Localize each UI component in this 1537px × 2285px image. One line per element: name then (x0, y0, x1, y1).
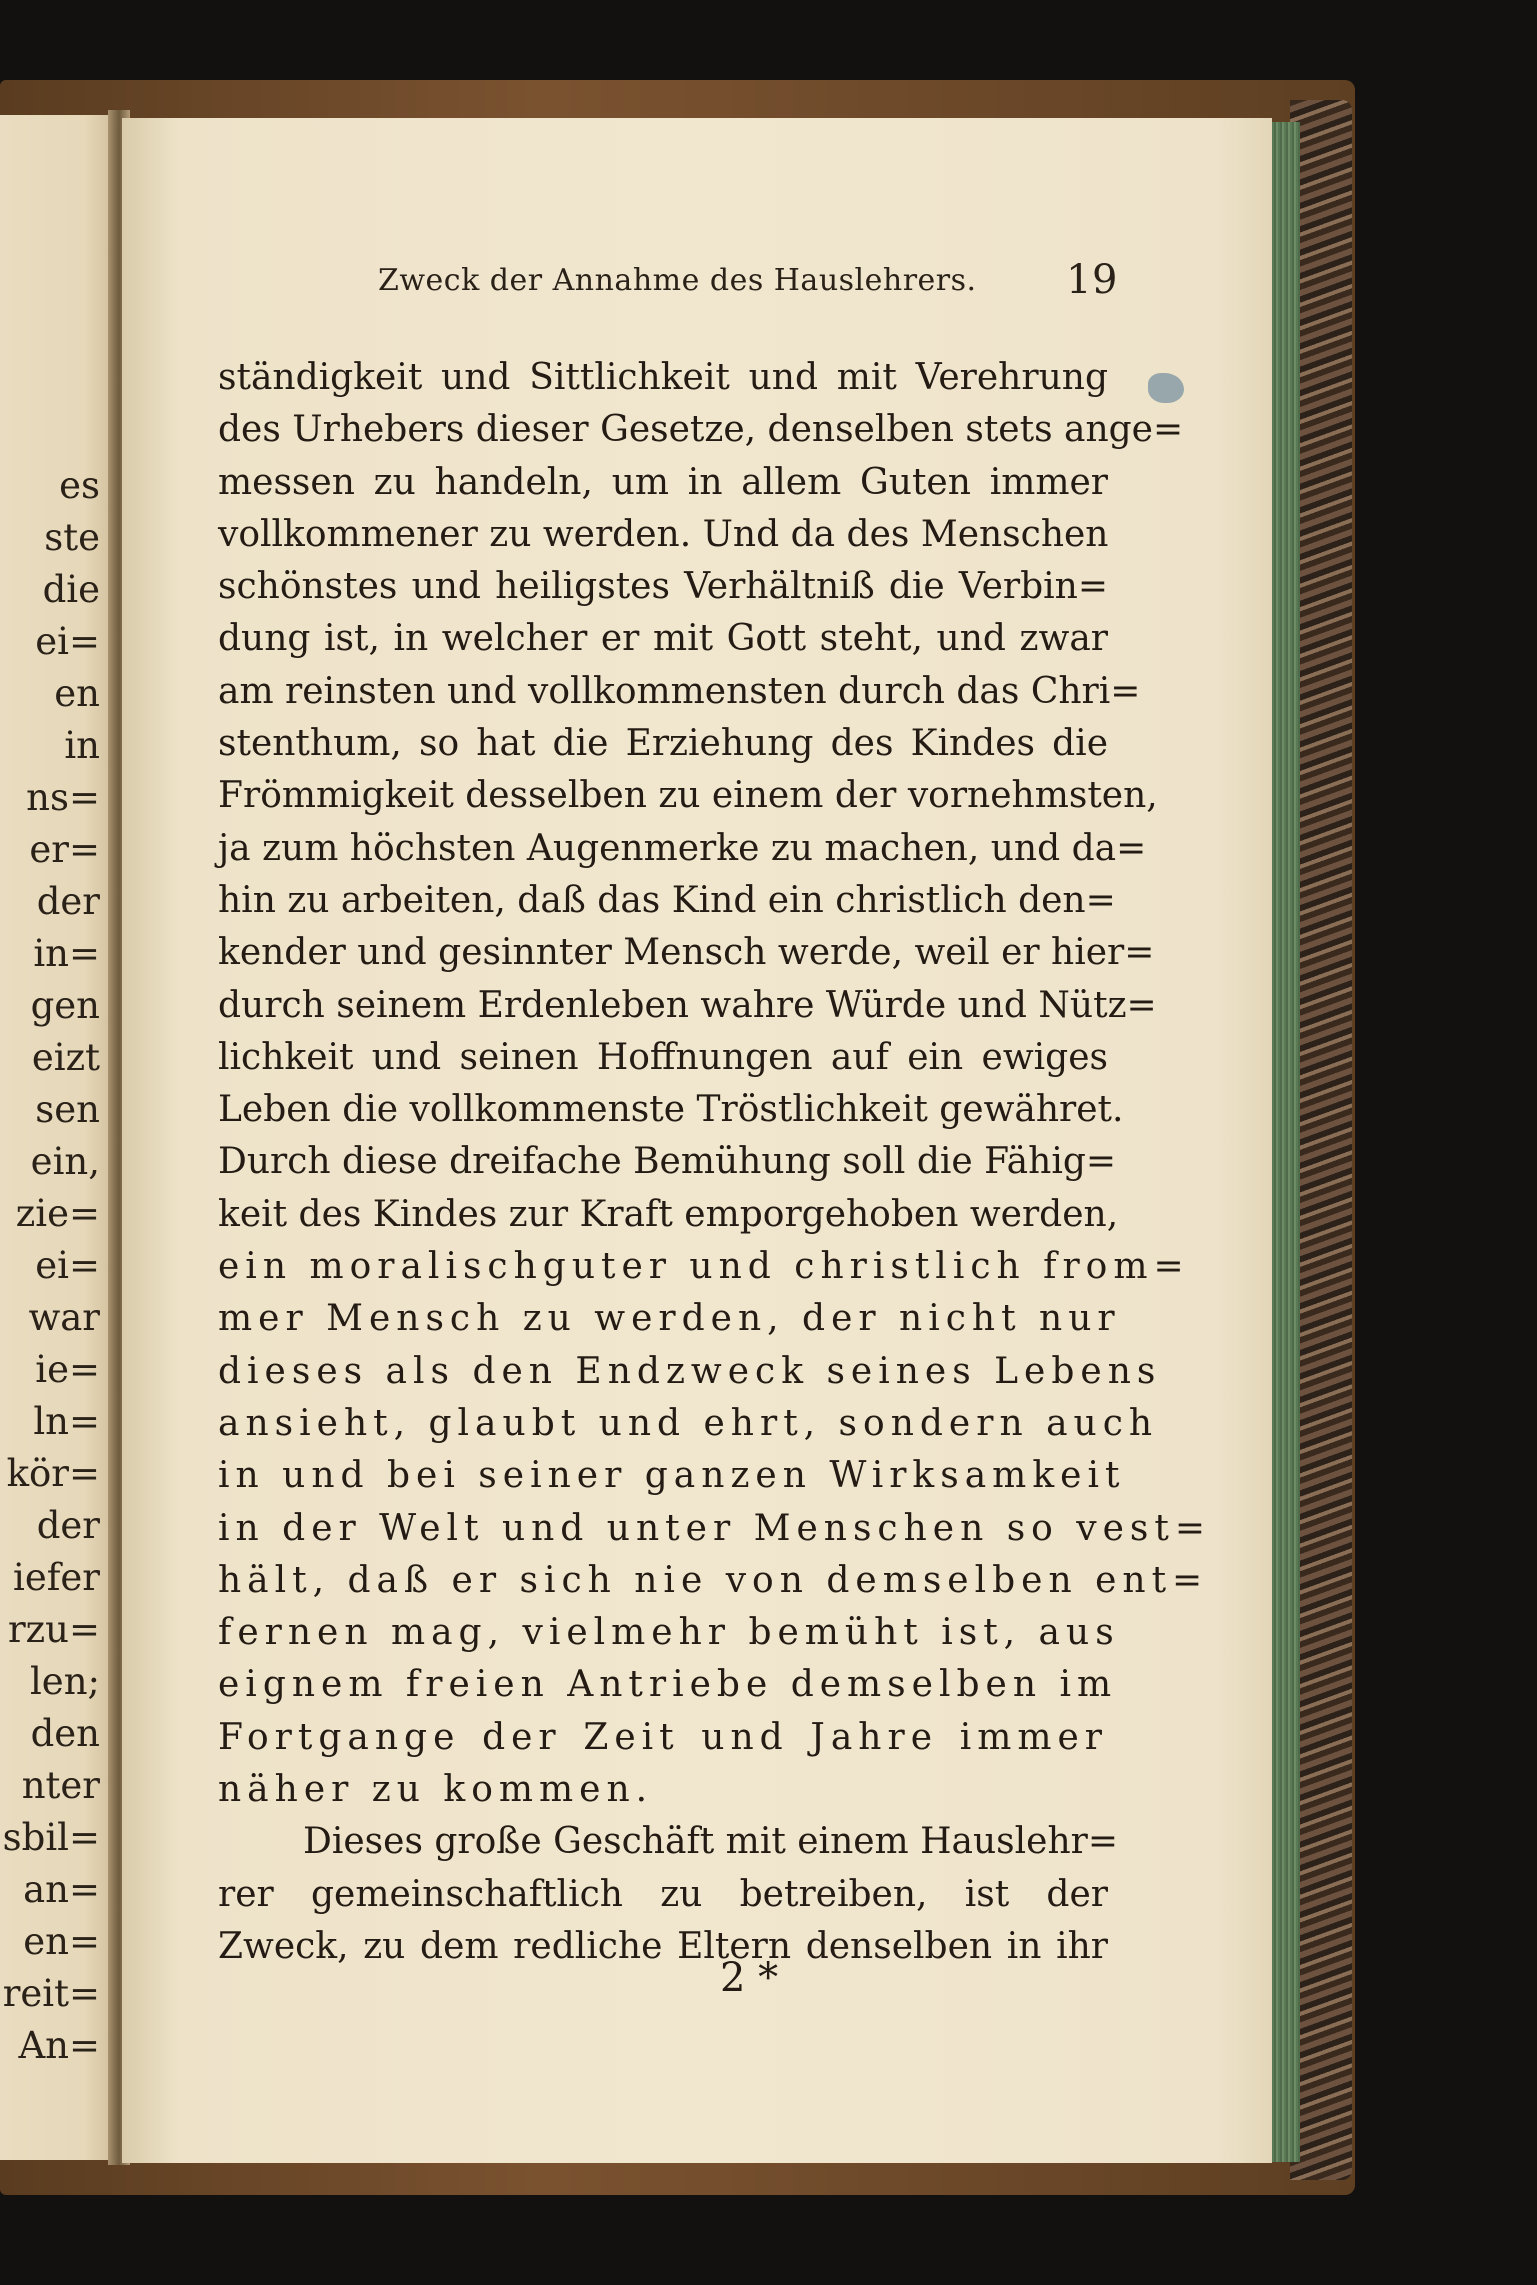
text-line: Zweck, zu dem redliche Eltern denselben in ihr (218, 1925, 1108, 1967)
text-line: rer gemeinschaftlich zu betreiben, ist der (218, 1873, 1108, 1915)
text-line: ständigkeit und Sittlichkeit und mit Verehrung (218, 357, 1108, 398)
left-page-fragment: gen (30, 984, 100, 1027)
text-line: in und bei seiner ganzen Wirksamkeit (218, 1455, 1126, 1497)
body-text (218, 352, 1212, 1973)
text-line: dieses als den Endzweck seines Lebens (218, 1350, 1162, 1392)
signature-mark: 2 * (720, 1955, 779, 2001)
left-page-fragment: len; (29, 1660, 100, 1703)
text-line: Fortgange der Zeit und Jahre immer (218, 1716, 1108, 1758)
left-page-fragment: an= (23, 1868, 100, 1911)
left-page-fragment: ie= (35, 1348, 100, 1391)
text-line: am reinsten und vollkommensten durch das Chri= (218, 670, 1141, 712)
text-line: kender und gesinnter Mensch werde, weil er hier= (218, 932, 1155, 974)
page-block-edge (1268, 122, 1300, 2162)
text-line: näher zu kommen. (218, 1769, 654, 1811)
left-page-fragment: der (36, 1504, 100, 1547)
text-line: ja zum höchsten Augenmerke zu machen, und da= (218, 827, 1147, 869)
left-page-fragment: die (42, 568, 100, 611)
left-page-fragment: reit= (2, 1972, 100, 2015)
left-page-fragment: der (36, 880, 100, 923)
text-line: keit des Kindes zur Kraft emporgehoben werden, (218, 1193, 1119, 1235)
text-line: stenthum, so hat die Erziehung des Kindes die (218, 723, 1108, 765)
text-line: ansieht, glaubt und ehrt, sondern auch (218, 1402, 1159, 1444)
left-page-fragment: eizt (31, 1036, 100, 1079)
text-line: Dieses große Geschäft mit einem Hauslehr= (303, 1821, 1119, 1863)
left-page-fragment: war (28, 1296, 100, 1339)
text-line: dung ist, in welcher er mit Gott steht, und zwar (218, 618, 1108, 660)
text-line: durch seinem Erdenleben wahre Würde und Nütz= (218, 984, 1157, 1026)
text-line: in der Welt und unter Menschen so vest= (218, 1507, 1212, 1549)
left-page-fragment: in= (33, 932, 100, 975)
left-page-fragment: sen (35, 1088, 100, 1131)
left-page-fragment: in (64, 724, 100, 767)
left-page-fragment: ei= (35, 620, 100, 663)
text-line: ein moralischguter und christlich from= (218, 1246, 1190, 1288)
text-line: hält, daß er sich nie von demselben ent= (218, 1559, 1209, 1601)
left-page-fragment: rzu= (7, 1608, 100, 1651)
left-page-fragment: ln= (33, 1400, 100, 1443)
text-line: fernen mag, vielmehr bemüht ist, aus (218, 1612, 1120, 1654)
text-line: eignem freien Antriebe demselben im (218, 1664, 1118, 1706)
text-line: Durch diese dreifache Bemühung soll die Fähig= (218, 1141, 1117, 1183)
left-page-fragment: iefer (12, 1556, 100, 1599)
left-page-fragment: nter (21, 1764, 100, 1807)
text-line: schönstes und heiligstes Verhältniß die Verbin= (218, 566, 1108, 608)
text-line: Frömmigkeit desselben zu einem der vornehmsten, (218, 775, 1158, 817)
left-page-fragment: sbil= (2, 1816, 100, 1859)
text-line: messen zu handeln, um in allem Guten immer (218, 461, 1108, 503)
text-line: des Urhebers dieser Gesetze, denselben stets ange= (218, 409, 1184, 451)
left-page-fragment: zie= (15, 1192, 100, 1235)
left-page-text-fragments (0, 460, 100, 2072)
left-page (0, 115, 120, 2160)
text-line: vollkommener zu werden. Und da des Menschen (218, 513, 1109, 555)
left-page-fragment: ei= (35, 1244, 100, 1287)
left-page-fragment: den (30, 1712, 100, 1755)
page-number: 19 (1066, 257, 1118, 303)
ink-stain (1148, 373, 1184, 403)
left-page-fragment: en (54, 672, 100, 715)
text-line: lichkeit und seinen Hoffnungen auf ein ewiges (218, 1036, 1108, 1078)
left-page-fragment: er= (29, 828, 100, 871)
left-page-fragment: ns= (26, 776, 100, 819)
left-page-fragment: ste (44, 516, 100, 559)
left-page-fragment: es (59, 464, 100, 507)
left-page-fragment: An= (18, 2024, 100, 2067)
text-line: hin zu arbeiten, daß das Kind ein christlich den= (218, 879, 1116, 921)
left-page-fragment: ein, (30, 1140, 100, 1183)
running-header (378, 257, 1118, 313)
left-page-fragment: kör= (6, 1452, 100, 1495)
text-line: mer Mensch zu werden, der nicht nur (218, 1298, 1121, 1340)
left-page-fragment: en= (23, 1920, 100, 1963)
text-line: Leben die vollkommenste Tröstlichkeit gewähret. (218, 1089, 1124, 1131)
running-title: Zweck der Annahme des Hauslehrers. (378, 263, 977, 298)
